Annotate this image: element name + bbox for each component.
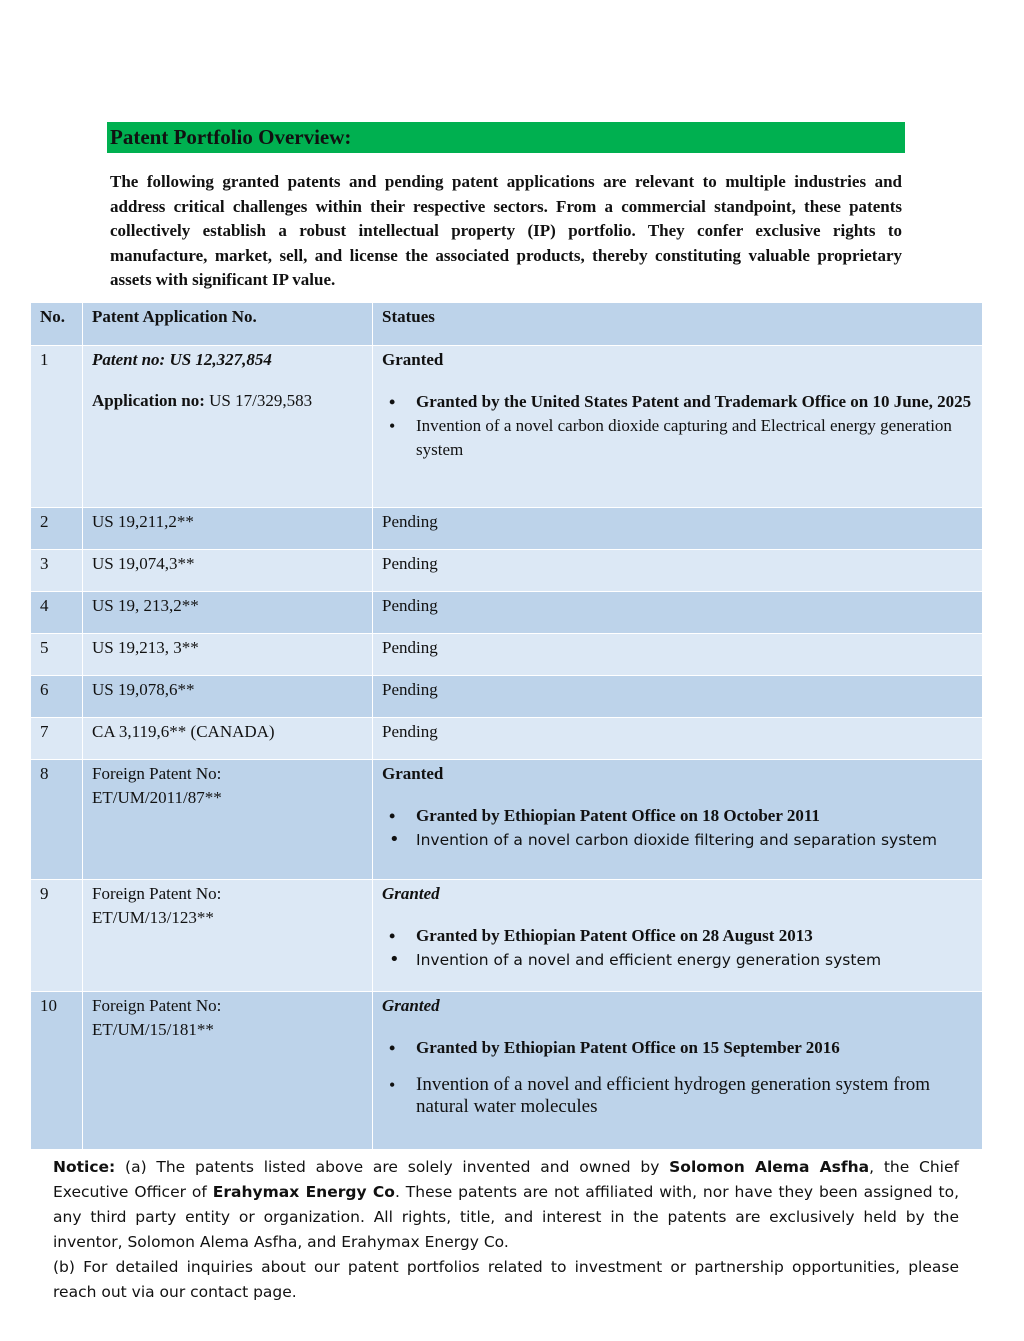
application-number: US 19,074,3** [83, 550, 373, 592]
table-row [31, 550, 983, 592]
grant-detail: • Granted by Ethiopian Patent Office on 18 October 2011 [416, 804, 973, 828]
status-text: Pending [373, 508, 983, 550]
application-cell [83, 346, 373, 508]
row-number: 7 [31, 718, 83, 760]
status-text: Granted [382, 764, 444, 783]
status-cell [373, 760, 983, 880]
status-details [382, 804, 973, 852]
foreign-patent-number: ET/UM/2011/87** [92, 788, 222, 807]
application-label: Application no: [92, 391, 205, 410]
notice-paragraph-a [53, 1155, 959, 1255]
status-cell [373, 346, 983, 508]
status-text: Granted [382, 996, 440, 1015]
application-number: US 19,078,6** [83, 676, 373, 718]
table-row [31, 592, 983, 634]
notice-label: Notice: [53, 1158, 116, 1176]
row-number: 4 [31, 592, 83, 634]
status-text: Granted [382, 884, 440, 903]
foreign-patent-label: Foreign Patent No: [92, 996, 222, 1015]
application-cell [83, 760, 373, 880]
table-row [31, 634, 983, 676]
status-text: Pending [373, 550, 983, 592]
application-number: US 19,213, 3** [83, 634, 373, 676]
table-row [31, 676, 983, 718]
row-number: 2 [31, 508, 83, 550]
invention-detail: • Invention of a novel and efficient hydrogen generation system from natural water molecules [416, 1074, 973, 1118]
company-name: Erahymax Energy Co [212, 1183, 395, 1201]
row-number: 10 [31, 992, 83, 1150]
table-row [31, 508, 983, 550]
foreign-patent-number: ET/UM/15/181** [92, 1020, 214, 1039]
table-row [31, 760, 983, 880]
status-text: Pending [373, 718, 983, 760]
application-cell [83, 880, 373, 992]
status-details [382, 1036, 973, 1118]
notice-paragraph-b: (b) For detailed inquiries about our patent portfolios related to investment or partnership opportunities, please reach out via our contact page. [53, 1258, 959, 1301]
application-number: US 19, 213,2** [83, 592, 373, 634]
row-number: 3 [31, 550, 83, 592]
row-number: 9 [31, 880, 83, 992]
intro-paragraph: The following granted patents and pending patent applications are relevant to multiple industries and address critical challenges within their respective sectors. From a commercial standpoint, these patents collectively establish a robust intellectual property (IP) portfolio. They confer exclusive rights to manufacture, market, sell, and license the associated products, thereby constituting valuable proprietary assets with significant IP value. [110, 172, 902, 289]
application-number [92, 389, 363, 413]
column-header-status: Statues [373, 303, 983, 346]
status-details [382, 924, 973, 972]
invention-detail: • Invention of a novel and efficient energy generation system [416, 948, 973, 972]
row-number: 1 [31, 346, 83, 508]
page-title: Patent Portfolio Overview: [110, 125, 352, 149]
status-cell [373, 992, 983, 1150]
invention-detail: • Invention of a novel carbon dioxide capturing and Electrical energy generation system [416, 414, 973, 462]
column-header-application: Patent Application No. [83, 303, 373, 346]
invention-detail: • Invention of a novel carbon dioxide filtering and separation system [416, 828, 973, 852]
application-number: CA 3,119,6** (CANADA) [83, 718, 373, 760]
notice-text: . These patents are not affiliated with, nor have they been assigned to, any third party entity or organization. All rights, title, and interest in the patents are exclusively held by the inventor, Solomon Alema Asfha, and Erahymax Energy Co. [53, 1183, 959, 1251]
status-details [382, 390, 973, 462]
table-row [31, 718, 983, 760]
status-text: Pending [373, 634, 983, 676]
application-number: US 19,211,2** [83, 508, 373, 550]
status-cell [373, 880, 983, 992]
application-cell [83, 992, 373, 1150]
notice-section [53, 1155, 959, 1305]
row-number: 8 [31, 760, 83, 880]
status-text: Granted [382, 350, 444, 369]
patent-table [30, 302, 983, 1150]
grant-detail: • Granted by Ethiopian Patent Office on 28 August 2013 [416, 924, 973, 948]
status-text: Pending [373, 592, 983, 634]
section-title-banner [107, 122, 905, 153]
grant-detail: • Granted by Ethiopian Patent Office on 15 September 2016 [416, 1036, 973, 1060]
column-header-no: No. [31, 303, 83, 346]
table-header-row [31, 303, 983, 346]
table-row [31, 880, 983, 992]
application-value: US 17/329,583 [204, 391, 313, 410]
patent-number: Patent no: US 12,327,854 [92, 350, 272, 369]
foreign-patent-number: ET/UM/13/123** [92, 908, 214, 927]
table-row [31, 992, 983, 1150]
table-row [31, 346, 983, 508]
status-text: Pending [373, 676, 983, 718]
foreign-patent-label: Foreign Patent No: [92, 764, 222, 783]
foreign-patent-label: Foreign Patent No: [92, 884, 222, 903]
grant-detail: • Granted by the United States Patent and Trademark Office on 10 June, 2025 [416, 390, 973, 414]
row-number: 5 [31, 634, 83, 676]
notice-text: (a) The patents listed above are solely invented and owned by [115, 1158, 670, 1176]
owner-name: Solomon Alema Asfha [669, 1158, 870, 1176]
notice-text: , the Chief Executive Officer of [53, 1158, 959, 1201]
row-number: 6 [31, 676, 83, 718]
